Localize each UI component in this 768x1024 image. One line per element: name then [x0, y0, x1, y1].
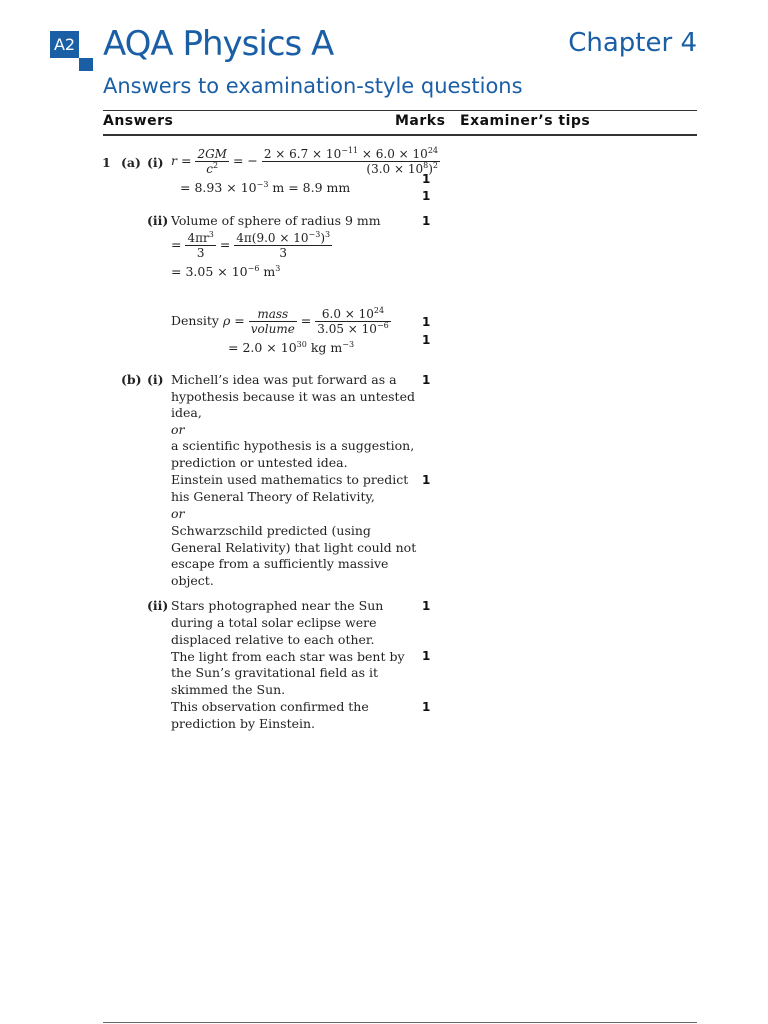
level-badge: A2	[50, 31, 79, 58]
equation-volume: = $\frac{4\pi r^3}{3}$ = $\frac{4\pi(9.0 \times 10^{-3})^3}{3}$	[171, 230, 331, 260]
subpart-label-a-i: (i)	[147, 155, 164, 170]
mark-b-i-2: 1	[422, 473, 431, 487]
mark-b-ii-3: 1	[422, 700, 431, 714]
answer-line: displaced relative to each other.	[171, 632, 375, 647]
result-radius: = $8.93 \times 10^{-3}$ m = 8.9 mm	[180, 180, 351, 195]
chapter-label: Chapter 4	[568, 28, 697, 58]
answer-line: Stars photographed near the Sun	[171, 598, 384, 613]
mark-a-ii-volume: 1	[422, 214, 431, 228]
part-label-a: (a)	[121, 155, 141, 170]
answer-line: the Sun’s gravitational field as it	[171, 665, 379, 680]
answer-line: Michell’s idea was put forward as a	[171, 372, 397, 387]
equation-density: Density ρ = $\frac{\text{mass}}{\text{volume}}$ = $\frac{6.0 \times 10^{24}}{3.05 \times 10^{-6}}$	[171, 306, 389, 336]
brand-title: AQA Physics A	[103, 24, 334, 64]
footer-rule	[103, 1022, 697, 1023]
answer-line: idea,	[171, 405, 202, 420]
answer-line: prediction by Einstein.	[171, 716, 316, 731]
answer-line: Schwarzschild predicted (using	[171, 523, 371, 538]
badge-decoration	[79, 58, 93, 71]
answer-line: General Relativity) that light could not	[171, 540, 417, 555]
answer-line: escape from a sufficiently massive	[171, 556, 389, 571]
result-volume: = $3.05 \times 10^{-6}$ $m^3$	[171, 264, 281, 279]
mark-a-i-2: 1	[422, 189, 431, 203]
answer-line: a scientific hypothesis is a suggestion,	[171, 438, 415, 453]
page-subtitle: Answers to examination-style questions	[103, 74, 523, 98]
mark-b-i-1: 1	[422, 373, 431, 387]
equation-schwarzschild-radius: r = $\frac{2GM}{c^2}$ = − $\frac{2 \times 6.7 \times 10^{-11} \times 6.0 \times 10^{24}}{(3.0 \times 10^8)^2}$	[171, 146, 439, 176]
answer-line: This observation confirmed the	[171, 699, 369, 714]
subpart-label-a-ii: (ii)	[147, 213, 169, 228]
mark-a-ii-density-1: 1	[422, 315, 431, 329]
subpart-label-b-ii: (ii)	[147, 598, 169, 613]
answer-line: hypothesis because it was an untested	[171, 389, 415, 404]
answer-line: The light from each star was bent by	[171, 649, 405, 664]
volume-statement: Volume of sphere of radius 9 mm	[171, 213, 381, 228]
column-header-marks: Marks	[395, 113, 446, 129]
answer-or: or	[171, 506, 185, 521]
header-rule-bottom	[103, 134, 697, 136]
mark-a-i-1: 1	[422, 172, 431, 186]
question-number: 1	[102, 155, 111, 170]
mark-a-ii-density-2: 1	[422, 333, 431, 347]
part-label-b: (b)	[121, 372, 142, 387]
result-density: = $2.0 \times 10^{30}$ kg $m^{-3}$	[228, 340, 355, 355]
header-rule-top	[103, 110, 697, 111]
column-header-answers: Answers	[103, 113, 174, 129]
answer-line: during a total solar eclipse were	[171, 615, 377, 630]
answer-line: object.	[171, 573, 214, 588]
answer-line: his General Theory of Relativity,	[171, 489, 375, 504]
answer-or: or	[171, 422, 185, 437]
answer-line: prediction or untested idea.	[171, 455, 348, 470]
answer-line: Einstein used mathematics to predict	[171, 472, 409, 487]
answer-line: skimmed the Sun.	[171, 682, 286, 697]
column-header-tips: Examiner’s tips	[460, 113, 591, 129]
mark-b-ii-1: 1	[422, 599, 431, 613]
mark-b-ii-2: 1	[422, 649, 431, 663]
subpart-label-b-i: (i)	[147, 372, 164, 387]
